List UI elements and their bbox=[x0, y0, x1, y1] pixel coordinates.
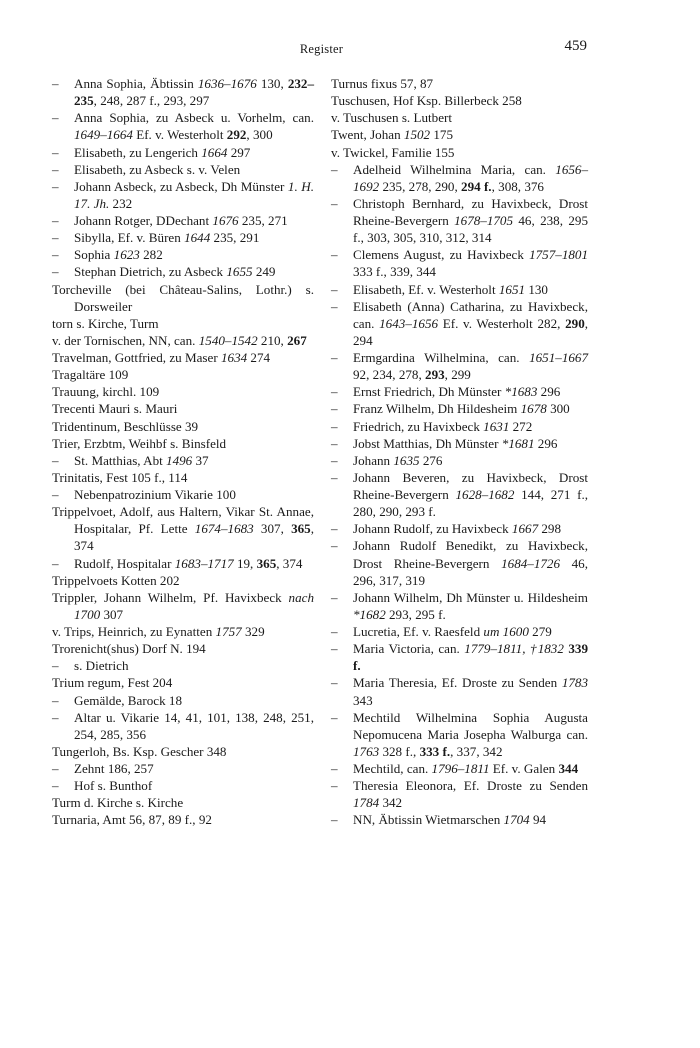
index-subentry bbox=[331, 760, 588, 777]
index-entry bbox=[52, 315, 314, 332]
entry-text: Trippelvoets Kotten 202 bbox=[52, 572, 180, 588]
entry-text: 37 bbox=[192, 452, 209, 468]
entry-date: nach 1700 bbox=[74, 589, 314, 622]
index-entry bbox=[331, 144, 588, 161]
entry-text: Johann Wilhelm, Dh Münster u. Hildesheim bbox=[353, 589, 588, 605]
index-subentry bbox=[52, 161, 314, 178]
entry-main-ref: 292 bbox=[226, 127, 247, 143]
entry-text: Mechtild Wilhelmina Sophia Augusta Nepomucena Maria Josepha Walburga can. bbox=[353, 709, 588, 742]
subentry-dash: – bbox=[331, 521, 338, 537]
entry-text: Trorenicht(shus) Dorf N. 194 bbox=[52, 641, 206, 657]
entry-date: 1628–1682 bbox=[455, 487, 515, 502]
entry-text: Trauung, kirchl. 109 bbox=[52, 384, 160, 400]
index-subentry bbox=[331, 777, 588, 811]
entry-text: 144, 271 f., 280, 290, 293 f. bbox=[353, 487, 588, 520]
index-entry bbox=[331, 126, 588, 143]
index-subentry bbox=[52, 229, 314, 246]
subentry-dash: – bbox=[52, 778, 59, 794]
entry-main-ref: 365 bbox=[256, 555, 277, 571]
index-subentry bbox=[52, 75, 314, 109]
entry-text: Stephan Dietrich, zu Asbeck bbox=[74, 264, 227, 280]
entry-text: Tridentinum, Beschlüsse 39 bbox=[52, 418, 199, 434]
entry-text: 296 bbox=[534, 435, 558, 451]
entry-date: 1757–1801 bbox=[529, 247, 588, 263]
subentry-dash: – bbox=[331, 401, 338, 417]
index-subentry bbox=[331, 709, 588, 760]
entry-main-ref: 339 f. bbox=[353, 641, 588, 674]
entry-text: 307, bbox=[253, 521, 292, 537]
entry-text: Tragaltäre 109 bbox=[52, 367, 129, 383]
index-subentry bbox=[52, 760, 314, 777]
index-subentry bbox=[331, 469, 588, 520]
subentry-dash: – bbox=[52, 658, 59, 674]
entry-date: 1655 bbox=[226, 264, 253, 280]
subentry-dash: – bbox=[331, 418, 338, 434]
entry-main-ref: 294 f. bbox=[461, 178, 492, 194]
entry-date: *1683 bbox=[504, 384, 538, 400]
index-subentry bbox=[52, 212, 314, 229]
entry-text: Trier, Erzbtm, Weihbf s. Binsfeld bbox=[52, 435, 227, 451]
index-subentry bbox=[331, 589, 588, 623]
subentry-dash: – bbox=[52, 247, 59, 263]
subentry-dash: – bbox=[331, 435, 338, 451]
entry-text: Trinitatis, Fest 105 f., 114 bbox=[52, 469, 188, 485]
index-subentry bbox=[52, 486, 314, 503]
index-subentry bbox=[52, 709, 314, 743]
index-entry bbox=[52, 281, 314, 315]
index-subentry bbox=[331, 623, 588, 640]
running-head: Register bbox=[299, 42, 344, 56]
entry-text: Anna Sophia, Äbtissin bbox=[74, 76, 198, 91]
entry-date: um 1600 bbox=[483, 624, 529, 639]
left-column bbox=[52, 75, 314, 829]
page-number: 459 bbox=[564, 38, 587, 54]
index-subentry bbox=[331, 520, 588, 537]
entry-date: 1684–1726 bbox=[501, 555, 561, 571]
subentry-dash: – bbox=[331, 350, 338, 365]
entry-text: 329 bbox=[241, 624, 265, 639]
entry-date: 1502 bbox=[403, 127, 431, 143]
subentry-dash: – bbox=[331, 538, 338, 554]
entry-date: 1678–1705 bbox=[454, 213, 514, 228]
entry-text: Mechtild, can. bbox=[353, 761, 432, 776]
entry-date: 1623 bbox=[113, 247, 140, 263]
subentry-dash: – bbox=[331, 384, 338, 400]
index-entry bbox=[52, 503, 314, 554]
index-subentry bbox=[331, 418, 588, 435]
index-entry bbox=[52, 349, 314, 366]
index-subentry bbox=[52, 109, 314, 143]
entry-date: 1656–1692 bbox=[353, 161, 588, 194]
entry-text: Tungerloh, Bs. Ksp. Gescher 348 bbox=[52, 743, 227, 759]
entry-text: 297 bbox=[227, 144, 251, 160]
entry-text: Friedrich, zu Havixbeck bbox=[353, 418, 484, 434]
entry-date: 1763 bbox=[353, 743, 380, 759]
entry-date: 1651 bbox=[498, 281, 526, 297]
subentry-dash: – bbox=[331, 675, 338, 691]
index-entry bbox=[52, 418, 314, 435]
subentry-dash: – bbox=[52, 144, 59, 160]
entry-text: 300 bbox=[546, 401, 570, 417]
entry-main-ref: 232–235 bbox=[74, 76, 315, 109]
entry-text: Christoph Bernhard, zu Havixbeck, Drost Rheine-Bevergern bbox=[353, 195, 588, 228]
entry-text: Johann Rudolf, zu Havixbeck bbox=[353, 521, 512, 537]
entry-text: Nebenpatrozinium Vikarie 100 bbox=[74, 487, 236, 502]
entry-text: 232 bbox=[109, 195, 133, 211]
subentry-dash: – bbox=[331, 624, 338, 639]
entry-text: 235, 271 bbox=[238, 213, 288, 228]
entry-text: 46, 238, 295 f., 303, 305, 310, 312, 314 bbox=[353, 213, 588, 246]
index-subentry bbox=[331, 674, 588, 708]
entry-text: Trippelvoet, Adolf, aus Haltern, Vikar St. Annae, Hospitalar, Pf. Lette bbox=[52, 504, 314, 537]
entry-date: 1757 bbox=[215, 624, 242, 639]
entry-text: 298 bbox=[538, 521, 562, 537]
entry-text: Adelheid Wilhelmina Maria, can. bbox=[353, 161, 556, 177]
entry-text: Ernst Friedrich, Dh Münster bbox=[353, 384, 505, 400]
entry-date: 1683–1717 bbox=[174, 555, 234, 571]
entry-date: 1643–1656 bbox=[379, 315, 439, 331]
entry-text: 274 bbox=[247, 350, 271, 365]
index-subentry bbox=[52, 657, 314, 674]
entry-text: Johann Asbeck, zu Asbeck, Dh Münster bbox=[74, 178, 288, 194]
entry-text: Elisabeth (Anna) Catharina, zu Havixbeck, can. bbox=[353, 298, 588, 331]
entry-text: Elisabeth, zu Lengerich bbox=[74, 144, 202, 160]
entry-text: Gemälde, Barock 18 bbox=[74, 692, 182, 708]
entry-date: 1783 bbox=[561, 675, 588, 691]
entry-text: s. Dietrich bbox=[74, 658, 129, 674]
entry-text: Trippler, Johann Wilhelm, Pf. Havixbeck bbox=[52, 589, 289, 605]
entry-text: Ef. v. Galen bbox=[489, 761, 559, 776]
subentry-dash: – bbox=[331, 641, 338, 657]
index-subentry bbox=[52, 178, 314, 212]
entry-main-ref: 333 f. bbox=[419, 743, 451, 759]
subentry-dash: – bbox=[331, 298, 338, 314]
entry-text: Clemens August, zu Havixbeck bbox=[353, 247, 530, 263]
entry-text: 92, 234, 278, bbox=[353, 367, 426, 383]
index-entry bbox=[52, 383, 314, 400]
entry-text: Ef. v. Westerholt bbox=[132, 127, 227, 143]
subentry-dash: – bbox=[331, 195, 338, 211]
index-entry bbox=[52, 589, 314, 623]
subentry-dash: – bbox=[331, 761, 338, 776]
entry-text: 46, 296, 317, 319 bbox=[353, 555, 589, 588]
entry-text: 130, bbox=[256, 76, 288, 91]
entry-text: Maria Victoria, can. bbox=[353, 641, 465, 657]
index-subentry bbox=[52, 777, 314, 794]
index-subentry bbox=[331, 298, 588, 349]
right-column bbox=[331, 75, 588, 829]
index-entry bbox=[52, 435, 314, 452]
entry-main-ref: 365 bbox=[291, 521, 311, 537]
entry-text: 296 bbox=[537, 384, 561, 400]
entry-text: v. Tuschusen s. Lutbert bbox=[331, 110, 453, 126]
entry-text: Johann Rotger, DDechant bbox=[74, 213, 213, 228]
entry-text: 272 bbox=[509, 418, 533, 434]
entry-text: , 337, 342 bbox=[450, 743, 503, 759]
entry-text: Elisabeth, Ef. v. Westerholt bbox=[353, 281, 499, 297]
index-subentry bbox=[331, 383, 588, 400]
entry-date: 1635 bbox=[393, 452, 420, 468]
index-subentry bbox=[52, 144, 314, 161]
entry-text: 130 bbox=[525, 281, 548, 297]
index-entry bbox=[52, 794, 314, 811]
index-entry bbox=[331, 109, 588, 126]
entry-text: , 248, 287 f., 293, 297 bbox=[93, 93, 210, 109]
subentry-dash: – bbox=[331, 469, 338, 485]
entry-text: 333 f., 339, 344 bbox=[353, 264, 436, 280]
entry-text: Maria Theresia, Ef. Droste zu Senden bbox=[353, 675, 562, 691]
entry-text: , 294 bbox=[353, 315, 589, 348]
index-entry bbox=[52, 623, 314, 640]
index-entry bbox=[52, 332, 314, 349]
entry-date: 1784 bbox=[353, 795, 380, 811]
index-entry bbox=[52, 366, 314, 383]
index-subentry bbox=[52, 246, 314, 263]
entry-text: Trium regum, Fest 204 bbox=[52, 675, 173, 691]
index-subentry bbox=[331, 452, 588, 469]
entry-text: 328 f., bbox=[379, 743, 420, 759]
entry-text: Franz Wilhelm, Dh Hildesheim bbox=[353, 401, 521, 417]
entry-date: 1704 bbox=[503, 812, 530, 828]
entry-text: , 308, 376 bbox=[491, 178, 544, 194]
entry-text: Zehnt 186, 257 bbox=[74, 761, 154, 776]
entry-date: 1678 bbox=[520, 401, 547, 417]
entry-date: 1676 bbox=[212, 213, 239, 228]
entry-date: 1651–1667 bbox=[529, 350, 588, 365]
entry-date: 1664 bbox=[201, 144, 228, 160]
entry-text: St. Matthias, Abt bbox=[74, 452, 167, 468]
entry-text: Sophia bbox=[74, 247, 114, 263]
index-subentry bbox=[331, 349, 588, 383]
index-entry bbox=[52, 811, 314, 828]
index-entry bbox=[52, 469, 314, 486]
index-entry bbox=[331, 92, 588, 109]
entry-text: , 374 bbox=[276, 555, 303, 571]
entry-text: 279 bbox=[528, 624, 552, 639]
entry-date: 1674–1683 bbox=[194, 521, 254, 537]
subentry-dash: – bbox=[331, 778, 338, 794]
index-subentry bbox=[331, 640, 588, 674]
index-entry bbox=[52, 400, 314, 417]
entry-main-ref: 293 bbox=[425, 367, 445, 383]
index-entry bbox=[52, 640, 314, 657]
entry-date: 1667 bbox=[511, 521, 539, 537]
subentry-dash: – bbox=[52, 452, 59, 468]
index-subentry bbox=[52, 692, 314, 709]
subentry-dash: – bbox=[52, 110, 59, 126]
entry-text: Johann Beveren, zu Havixbeck, Drost Rheine-Bevergern bbox=[353, 469, 588, 502]
entry-text: Travelman, Gottfried, zu Maser bbox=[52, 350, 221, 365]
subentry-dash: – bbox=[52, 230, 59, 246]
entry-text: Ermgardina Wilhelmina, can. bbox=[353, 350, 530, 365]
entry-text: , 299 bbox=[444, 367, 471, 383]
entry-text: Johann Rudolf Benedikt, zu Havixbeck, Drost Rheine-Bevergern bbox=[353, 538, 588, 571]
index-subentry bbox=[331, 435, 588, 452]
entry-text: 293, 295 f. bbox=[385, 606, 446, 622]
entry-date: 1634 bbox=[220, 350, 248, 365]
subentry-dash: – bbox=[52, 264, 59, 280]
subentry-dash: – bbox=[331, 812, 338, 828]
entry-text: 276 bbox=[419, 452, 443, 468]
entry-text: 249 bbox=[252, 264, 276, 280]
entry-text: 94 bbox=[529, 812, 547, 828]
index-entry bbox=[52, 674, 314, 691]
entry-text: Sibylla, Ef. v. Büren bbox=[74, 230, 185, 246]
entry-text: 282 bbox=[139, 247, 163, 263]
entry-text: Hof s. Bunthof bbox=[74, 778, 153, 794]
subentry-dash: – bbox=[331, 709, 338, 725]
index-subentry bbox=[331, 281, 588, 298]
entry-date: 1779–1811, †1832 bbox=[464, 641, 564, 657]
index-subentry bbox=[331, 246, 588, 280]
entry-text: 210, bbox=[257, 332, 288, 348]
entry-date: 1649–1664 bbox=[74, 127, 133, 143]
entry-date: 1636–1676 bbox=[197, 76, 257, 91]
entry-text: 19, bbox=[233, 555, 257, 571]
subentry-dash: – bbox=[331, 161, 338, 177]
subentry-dash: – bbox=[52, 487, 59, 502]
subentry-dash: – bbox=[52, 555, 59, 571]
index-subentry bbox=[331, 811, 588, 828]
index-subentry bbox=[52, 263, 314, 280]
entry-text: 342 bbox=[379, 795, 403, 811]
entry-text: Elisabeth, zu Asbeck s. v. Velen bbox=[74, 161, 241, 177]
entry-text: 235, 291 bbox=[210, 230, 260, 246]
entry-date: 1. H. 17. Jh. bbox=[74, 178, 314, 211]
subentry-dash: – bbox=[52, 709, 59, 725]
entry-text: Jobst Matthias, Dh Münster bbox=[353, 435, 502, 451]
entry-text: Twent, Johan bbox=[331, 127, 404, 143]
index-subentry bbox=[331, 537, 588, 588]
subentry-dash: – bbox=[52, 178, 59, 194]
entry-text: v. der Tornischen, NN, can. bbox=[52, 332, 199, 348]
index-entry bbox=[52, 572, 314, 589]
entry-date: 1540–1542 bbox=[198, 332, 258, 348]
subentry-dash: – bbox=[52, 692, 59, 708]
entry-date: 1631 bbox=[483, 418, 510, 434]
entry-text: , 374 bbox=[74, 521, 314, 554]
entry-text: Theresia Eleonora, Ef. Droste zu Senden bbox=[353, 778, 588, 794]
entry-text: Anna Sophia, zu Asbeck u. Vorhelm, can. bbox=[74, 110, 314, 126]
subentry-dash: – bbox=[331, 452, 338, 468]
entry-date: 1796–1811 bbox=[431, 761, 490, 776]
entry-text: 235, 278, 290, bbox=[379, 178, 462, 194]
entry-date: 1496 bbox=[166, 452, 193, 468]
entry-text: v. Trips, Heinrich, zu Eynatten bbox=[52, 624, 216, 639]
entry-main-ref: 290 bbox=[565, 315, 585, 331]
entry-date: *1682 bbox=[353, 606, 386, 622]
subentry-dash: – bbox=[331, 589, 338, 605]
subentry-dash: – bbox=[331, 281, 338, 297]
entry-text: Johann bbox=[353, 452, 394, 468]
entry-text: , 300 bbox=[246, 127, 273, 143]
entry-text: Altar u. Vikarie 14, 41, 101, 138, 248, 251, 254, 285, 356 bbox=[74, 709, 314, 742]
entry-text: Trecenti Mauri s. Mauri bbox=[52, 401, 178, 417]
entry-text: v. Twickel, Familie 155 bbox=[331, 144, 455, 160]
index-subentry bbox=[331, 161, 588, 195]
index-subentry bbox=[52, 555, 314, 572]
subentry-dash: – bbox=[52, 76, 59, 91]
entry-text: Ef. v. Westerholt 282, bbox=[438, 315, 566, 331]
entry-text: 307 bbox=[100, 606, 124, 622]
index-entry bbox=[52, 743, 314, 760]
entry-text: NN, Äbtissin Wietmarschen bbox=[353, 812, 504, 828]
subentry-dash: – bbox=[52, 213, 59, 228]
index-subentry bbox=[52, 452, 314, 469]
entry-text: Torcheville (bei Château-Salins, Lothr.) s. Dorsweiler bbox=[52, 281, 314, 314]
entry-text: Turnaria, Amt 56, 87, 89 f., 92 bbox=[52, 812, 212, 828]
entry-main-ref: 344 bbox=[558, 761, 579, 776]
entry-date: *1681 bbox=[501, 435, 535, 451]
index-subentry bbox=[331, 195, 588, 246]
entry-text: Turnus fixus 57, 87 bbox=[331, 76, 434, 91]
subentry-dash: – bbox=[52, 761, 59, 776]
entry-text: Turm d. Kirche s. Kirche bbox=[52, 795, 184, 811]
entry-text: Lucretia, Ef. v. Raesfeld bbox=[353, 624, 484, 639]
entry-text: 343 bbox=[353, 692, 373, 708]
index-subentry bbox=[331, 400, 588, 417]
entry-text: torn s. Kirche, Turm bbox=[52, 315, 159, 331]
entry-text: 175 bbox=[430, 127, 454, 143]
index-entry bbox=[331, 75, 588, 92]
subentry-dash: – bbox=[52, 161, 59, 177]
entry-text: Rudolf, Hospitalar bbox=[74, 555, 175, 571]
entry-main-ref: 267 bbox=[287, 332, 307, 348]
subentry-dash: – bbox=[331, 247, 338, 263]
entry-text: Tuschusen, Hof Ksp. Billerbeck 258 bbox=[331, 93, 522, 109]
entry-date: 1644 bbox=[184, 230, 211, 246]
